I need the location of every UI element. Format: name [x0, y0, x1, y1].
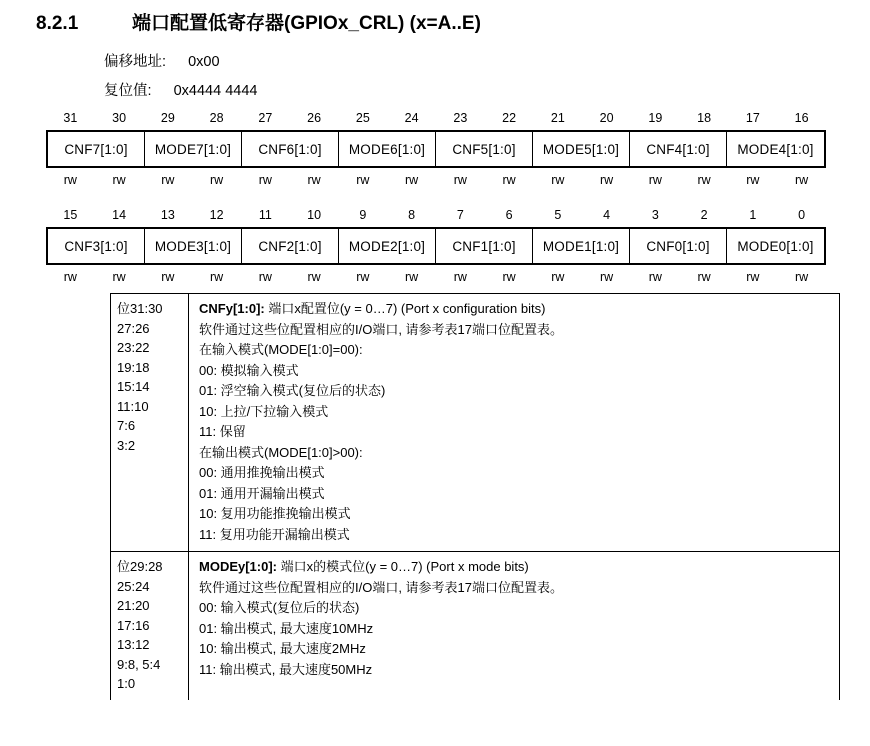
bit-number: 17	[745, 111, 760, 125]
access-label: rw	[795, 173, 809, 187]
section-number: 8.2.1	[36, 13, 79, 34]
description-line: 10: 上拉/下拉输入模式	[199, 403, 329, 419]
access-label: rw	[112, 270, 126, 284]
section-heading	[36, 8, 481, 35]
bit-number: 24	[404, 111, 419, 125]
bit-range: 25:24	[117, 578, 150, 594]
access-label: rw	[405, 173, 419, 187]
description-line: 软件通过这些位配置相应的I/O端口, 请参考表17端口位配置表。	[199, 321, 564, 337]
bit-range: 3:2	[117, 437, 136, 453]
bit-number: 4	[603, 208, 611, 222]
register-field: MODE2[1:0]	[339, 229, 436, 263]
register-field: CNF5[1:0]	[436, 132, 533, 166]
description-line: 10: 复用功能推挽输出模式	[199, 506, 351, 521]
bit-range: 13:12	[117, 637, 150, 652]
bit-description-table	[110, 293, 840, 700]
bit-range-cell	[111, 552, 189, 700]
description-line: 01: 输出模式, 最大速度10MHz	[199, 620, 374, 636]
access-label: rw	[502, 173, 516, 187]
register-field: MODE5[1:0]	[533, 132, 630, 166]
access-label: rw	[551, 270, 565, 284]
bit-number: 21	[550, 111, 565, 125]
access-label: rw	[63, 173, 77, 187]
bit-number: 13	[160, 208, 175, 222]
bit-number: 5	[554, 208, 562, 222]
field-name: MODEy[1:0]:	[199, 559, 278, 574]
bit-range: 21:20	[117, 598, 150, 613]
register-field: MODE0[1:0]	[737, 238, 814, 254]
access-label: rw	[161, 173, 175, 187]
description-line: 11: 输出模式, 最大速度50MHz	[199, 661, 373, 677]
access-label: rw	[307, 173, 321, 187]
register-high-half	[46, 108, 826, 190]
access-label: rw	[746, 270, 760, 284]
table-row	[111, 552, 839, 700]
description-line: 01: 浮空输入模式(复位后的状态)	[199, 383, 386, 398]
bit-number: 29	[160, 111, 175, 125]
register-field: CNF1[1:0]	[436, 229, 533, 263]
description-line: 01: 通用开漏输出模式	[199, 485, 325, 501]
field-title-rest: 端口x配置位(y = 0…7) (Port x configuration bits)	[264, 301, 546, 316]
bit-number: 20	[599, 111, 614, 125]
access-label: rw	[307, 270, 321, 284]
bit-number-row	[46, 108, 826, 128]
register-field: CNF4[1:0]	[630, 132, 727, 166]
offset-address-line	[104, 50, 220, 71]
bit-description-cell	[189, 294, 839, 551]
bit-range: 1:0	[117, 676, 136, 691]
access-label: rw	[697, 270, 711, 284]
bit-range: 17:16	[117, 617, 150, 633]
access-label: rw	[746, 173, 760, 187]
bit-number: 11	[258, 208, 272, 222]
register-field: CNF7[1:0]	[48, 132, 145, 166]
access-label: rw	[600, 173, 614, 187]
access-label: rw	[258, 270, 272, 284]
bit-range: 27:26	[117, 320, 150, 336]
bit-range: 位29:28	[117, 559, 163, 574]
bit-number: 28	[209, 111, 224, 125]
access-label: rw	[551, 173, 565, 187]
register-field-row	[46, 227, 826, 265]
access-row	[46, 267, 826, 287]
description-line: 10: 输出模式, 最大速度2MHz	[199, 641, 366, 656]
bit-number: 19	[648, 111, 663, 125]
bit-number: 14	[112, 208, 127, 222]
register-field: CNF3[1:0]	[48, 229, 145, 263]
reset-value-label: 复位值:	[104, 83, 152, 99]
bit-number: 0	[798, 208, 806, 222]
description-line: 在输出模式(MODE[1:0]>00):	[199, 444, 363, 460]
field-title-line	[199, 299, 833, 320]
reset-value-line	[104, 79, 257, 100]
bit-number: 23	[453, 111, 468, 125]
bit-number: 31	[63, 111, 78, 125]
field-title-rest: 端口x的模式位(y = 0…7) (Port x mode bits)	[277, 559, 529, 574]
register-field: CNF2[1:0]	[242, 229, 339, 263]
bit-range: 15:14	[117, 379, 150, 394]
field-title-line	[199, 557, 833, 578]
access-label: rw	[648, 270, 662, 284]
description-line: 00: 模拟输入模式	[199, 362, 299, 378]
description-line: 00: 输入模式(复位后的状态)	[199, 600, 360, 615]
bit-number: 3	[651, 208, 659, 222]
bit-range: 7:6	[117, 418, 136, 433]
description-line: 00: 通用推挽输出模式	[199, 465, 325, 480]
register-field: MODE4[1:0]	[737, 141, 814, 157]
bit-number: 27	[258, 111, 273, 125]
bit-range-cell	[111, 294, 189, 551]
access-label: rw	[697, 173, 711, 187]
bit-number: 16	[794, 111, 809, 125]
access-label: rw	[405, 270, 419, 284]
bit-range: 11:10	[117, 398, 149, 414]
access-label: rw	[453, 270, 467, 284]
register-field: MODE6[1:0]	[339, 132, 436, 166]
access-label: rw	[210, 173, 224, 187]
bit-range: 9:8, 5:4	[117, 656, 161, 672]
description-line: 11: 保留	[199, 424, 246, 439]
register-field: CNF6[1:0]	[242, 132, 339, 166]
access-label: rw	[63, 270, 77, 284]
access-row	[46, 170, 826, 190]
bit-number: 26	[307, 111, 322, 125]
access-label: rw	[161, 270, 175, 284]
description-line: 11: 复用功能开漏输出模式	[199, 526, 350, 542]
bit-number: 25	[355, 111, 370, 125]
register-field-row	[46, 130, 826, 168]
reset-value-value: 0x4444 4444	[173, 83, 258, 99]
bit-range: 位31:30	[117, 301, 163, 316]
access-label: rw	[356, 270, 370, 284]
bit-range: 19:18	[117, 359, 150, 375]
bit-number: 18	[697, 111, 712, 125]
bit-number: 12	[209, 208, 224, 222]
bit-description-cell	[189, 552, 839, 700]
bit-number: 6	[505, 208, 513, 222]
page-title: 端口配置低寄存器(GPIOx_CRL) (x=A..E)	[132, 13, 481, 34]
access-label: rw	[210, 270, 224, 284]
access-label: rw	[356, 173, 370, 187]
bit-number: 30	[112, 111, 127, 125]
bit-number: 7	[456, 208, 464, 222]
access-label: rw	[648, 173, 662, 187]
access-label: rw	[795, 270, 809, 284]
bit-number: 15	[63, 208, 78, 222]
bit-number: 2	[700, 208, 708, 222]
description-line: 在输入模式(MODE[1:0]=00):	[199, 342, 363, 357]
field-name: CNFy[1:0]:	[199, 301, 265, 316]
register-field: MODE7[1:0]	[145, 132, 242, 166]
register-field: MODE3[1:0]	[145, 229, 242, 263]
bit-number: 8	[408, 208, 416, 222]
access-label: rw	[112, 173, 126, 187]
bit-number: 1	[749, 208, 757, 222]
bit-range: 23:22	[117, 340, 150, 355]
access-label: rw	[502, 270, 516, 284]
bit-number-row	[46, 205, 826, 225]
table-row	[111, 294, 839, 552]
access-label: rw	[258, 173, 272, 187]
register-field: CNF0[1:0]	[630, 229, 727, 263]
access-label: rw	[600, 270, 614, 284]
register-low-half	[46, 205, 826, 287]
offset-address-label: 偏移地址:	[104, 54, 167, 70]
bit-number: 9	[359, 208, 367, 222]
offset-address-value: 0x00	[188, 54, 220, 70]
description-line: 软件通过这些位配置相应的I/O端口, 请参考表17端口位配置表。	[199, 579, 564, 595]
access-label: rw	[453, 173, 467, 187]
bit-number: 10	[307, 208, 322, 222]
bit-number: 22	[502, 111, 517, 125]
register-field: MODE1[1:0]	[533, 229, 630, 263]
